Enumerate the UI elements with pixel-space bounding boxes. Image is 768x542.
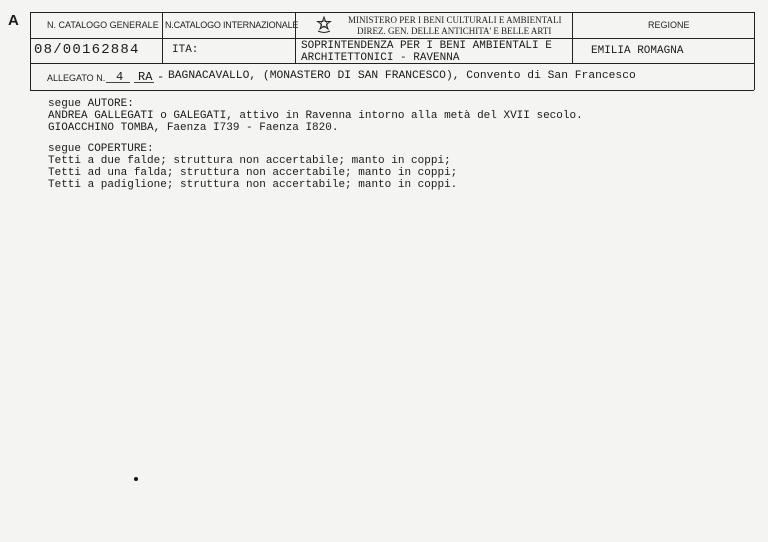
regione-value: EMILIA ROMAGNA xyxy=(591,45,684,57)
header-right-border xyxy=(754,12,755,90)
coperture-heading: segue COPERTURE: xyxy=(48,143,154,155)
column-divider-1 xyxy=(162,12,163,63)
autore-line-2: GIOACCHINO TOMBA, Faenza I739 - Faenza I820. xyxy=(48,122,339,134)
coperture-line-3: Tetti a padiglione; struttura non accertabile; manto in coppi. xyxy=(48,179,458,191)
coperture-line-1: Tetti a due falde; struttura non accertabile; manto in coppi; xyxy=(48,155,451,167)
ministero-line-2: DIREZ. GEN. DELLE ANTICHITA' E BELLE ARTI xyxy=(357,26,552,36)
header-middle-border xyxy=(30,38,754,39)
section-letter: A xyxy=(8,12,19,29)
ministero-line-1: MINISTERO PER I BENI CULTURALI E AMBIENTALI xyxy=(348,15,562,25)
coperture-line-2: Tetti ad una falda; struttura non accertabile; manto in coppi; xyxy=(48,167,458,179)
catalogo-generale-value: 08/00162884 xyxy=(34,42,140,58)
autore-heading: segue AUTORE: xyxy=(48,98,134,110)
catalogo-internazionale-value: ITA: xyxy=(172,44,199,56)
column-divider-3 xyxy=(572,12,573,63)
autore-line-1: ANDREA GALLEGATI o GALEGATI, attivo in Ravenna intorno alla metà del XVII secolo. xyxy=(48,110,583,122)
allegato-dash: - xyxy=(157,70,165,84)
italian-republic-emblem-icon xyxy=(316,16,332,34)
allegato-suffix-underline xyxy=(134,82,154,83)
header-top-border xyxy=(30,12,754,13)
header-left-border xyxy=(30,12,31,90)
allegato-bottom-border xyxy=(30,90,754,91)
label-catalogo-internazionale: N.CATALOGO INTERNAZIONALE xyxy=(165,20,299,30)
allegato-label: ALLEGATO N. xyxy=(47,73,106,83)
allegato-suffix: RA xyxy=(138,70,153,84)
allegato-number-underline xyxy=(106,82,130,83)
soprintendenza-line-2: ARCHITETTONICI - RAVENNA xyxy=(301,52,460,64)
allegato-location: BAGNACAVALLO, (MONASTERO DI SAN FRANCESCO), Convento di San Francesco xyxy=(168,70,636,82)
label-regione: REGIONE xyxy=(648,20,690,30)
soprintendenza-line-1: SOPRINTENDENZA PER I BENI AMBIENTALI E xyxy=(301,40,552,52)
allegato-number: 4 xyxy=(116,70,124,84)
label-catalogo-generale: N. CATALOGO GENERALE xyxy=(47,20,159,30)
ink-speck xyxy=(134,477,138,481)
